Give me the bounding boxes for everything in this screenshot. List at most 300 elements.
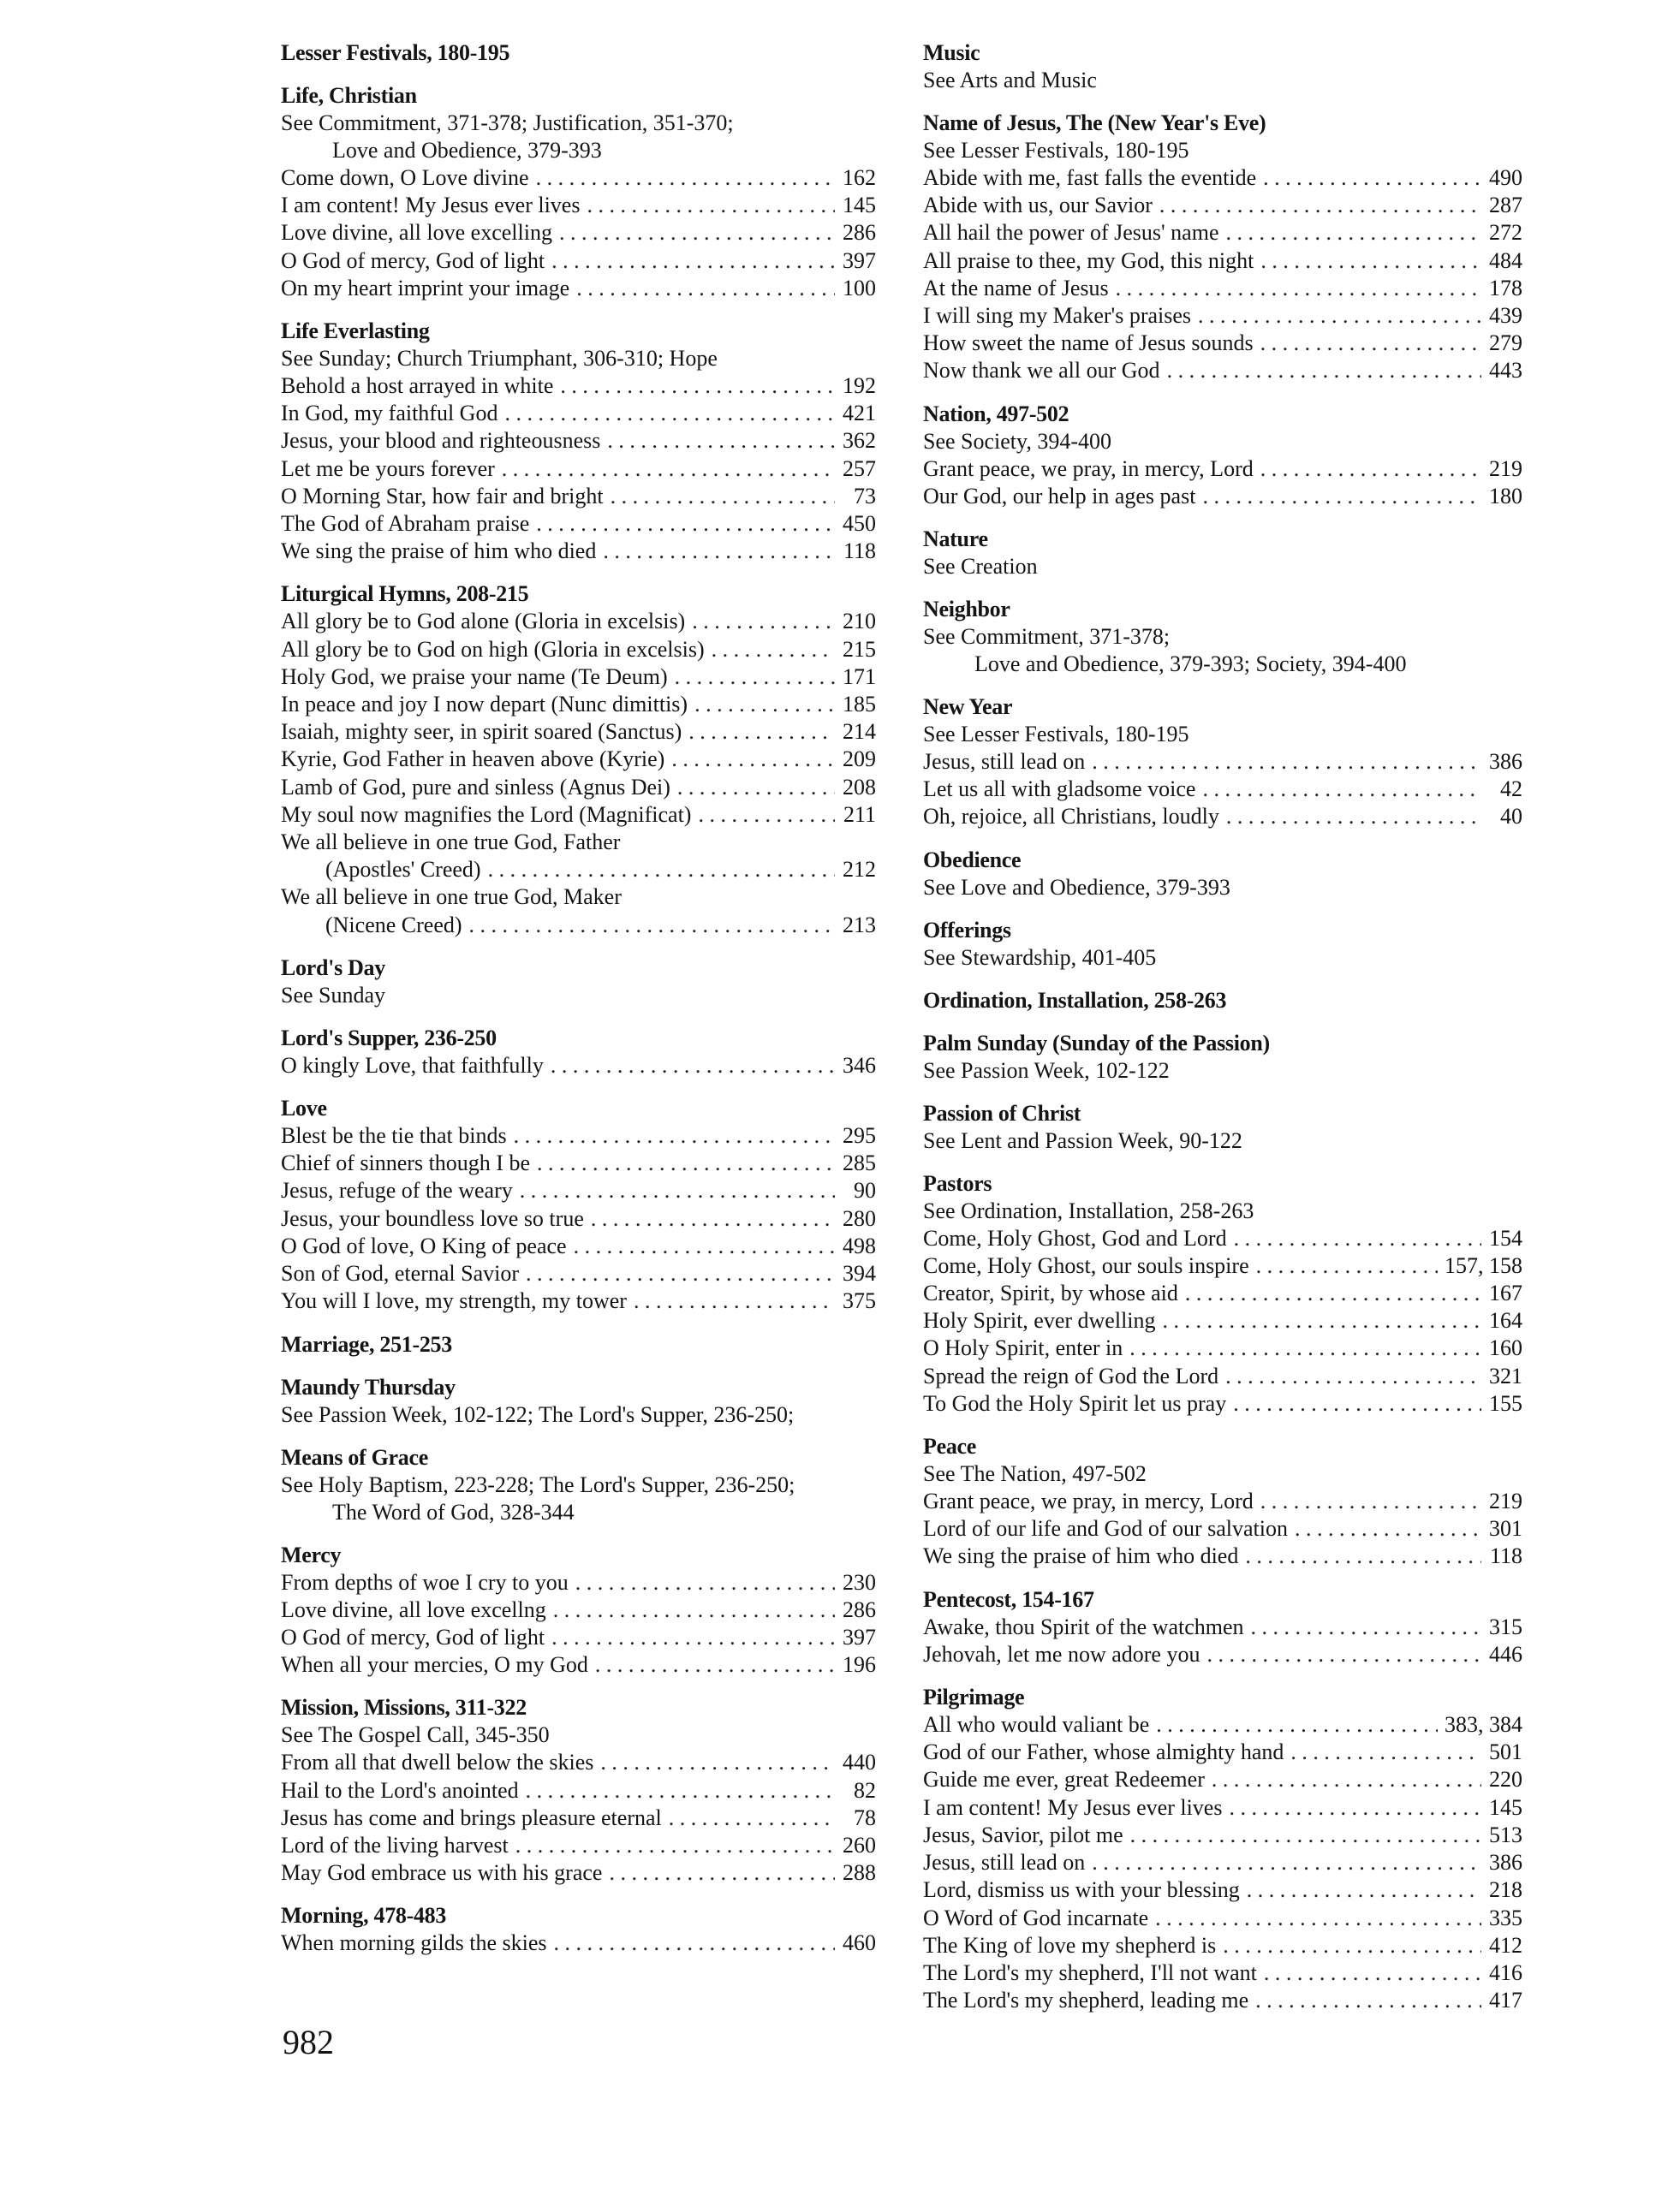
dot-leader: [536, 164, 835, 192]
dot-leader: [1264, 1959, 1481, 1987]
hymn-number: 185: [843, 692, 876, 717]
hymn-number: 210: [843, 609, 876, 634]
section-heading: Love: [281, 1096, 327, 1121]
hymn-entry: [923, 219, 1522, 247]
hymn-number: 260: [843, 1832, 876, 1858]
hymn-number: 171: [843, 663, 876, 689]
hymn-title: In peace and joy I now depart (Nunc dimittis): [281, 692, 688, 717]
dot-leader: [1202, 776, 1481, 803]
hymn-entry: [923, 1739, 1522, 1766]
hymn-title: The Lord's my shepherd, I'll not want: [923, 1959, 1257, 1985]
hymn-number: 215: [843, 636, 876, 662]
hymn-entry: [281, 746, 876, 773]
hymn-number: 386: [1489, 749, 1522, 775]
dot-leader: [1226, 803, 1481, 830]
hymn-entry: [923, 748, 1522, 776]
hymn-title: We all believe in one true God, Father: [281, 830, 621, 855]
dot-leader: [551, 1052, 835, 1079]
hymn-title: Holy God, we praise your name (Te Deum): [281, 663, 668, 689]
dot-leader: [677, 774, 835, 801]
hymn-number: 155: [1489, 1390, 1522, 1416]
hymn-entry: [923, 330, 1522, 357]
dot-leader: [671, 746, 835, 773]
hymn-entry: [923, 1959, 1522, 1987]
hymn-entry: [281, 538, 876, 565]
hymn-title: Son of God, eternal Savior: [281, 1261, 520, 1287]
index-section: [923, 847, 1522, 901]
hymn-number: 40: [1500, 804, 1522, 830]
hymn-title: O Holy Spirit, enter in: [923, 1335, 1123, 1361]
hymn-title: Jesus, still lead on: [923, 1850, 1086, 1876]
index-section: [281, 1444, 876, 1526]
dot-leader: [688, 718, 835, 746]
hymn-number: 450: [843, 511, 876, 537]
see-reference: Love and Obedience, 379-393: [332, 138, 602, 163]
index-section: [281, 1331, 876, 1359]
hymn-entry: [923, 1614, 1522, 1641]
hymn-number: 346: [843, 1052, 876, 1078]
hymn-title: At the name of Jesus: [923, 275, 1109, 300]
dot-leader: [1092, 1849, 1481, 1876]
hymn-entry: [281, 1624, 876, 1651]
hymn-title: When morning gilds the skies: [281, 1930, 547, 1956]
dot-leader: [504, 400, 835, 427]
hymn-title: I am content! My Jesus ever lives: [923, 1794, 1223, 1820]
hymn-number: 286: [843, 1597, 876, 1622]
dot-leader: [1229, 1794, 1481, 1822]
dot-leader: [1234, 1225, 1481, 1252]
see-reference: See Lent and Passion Week, 90-122: [923, 1127, 1242, 1153]
hymn-number: 315: [1489, 1614, 1522, 1639]
section-heading: Morning, 478-483: [281, 1903, 447, 1929]
hymn-entry: [281, 1150, 876, 1177]
see-reference: See The Gospel Call, 345-350: [281, 1722, 550, 1748]
hymn-number: 484: [1489, 247, 1522, 273]
hymn-title: I am content! My Jesus ever lives: [281, 193, 581, 218]
hymn-entry: [281, 1260, 876, 1287]
dot-leader: [1223, 1932, 1481, 1959]
hymn-entry: [281, 192, 876, 219]
hymn-entry: [281, 856, 876, 883]
hymn-title: Grant peace, we pray, in mercy, Lord: [923, 1489, 1254, 1514]
hymn-entry: [281, 219, 876, 247]
hymn-entry: [923, 1876, 1522, 1904]
dot-leader: [1156, 1711, 1438, 1739]
hymn-number: 211: [843, 801, 876, 827]
hymn-number: 218: [1489, 1877, 1522, 1903]
hymn-entry: [281, 247, 876, 275]
hymn-title: All glory be to God on high (Gloria in excelsis): [281, 636, 705, 662]
see-reference: See Creation: [923, 554, 1038, 580]
hymn-number: 285: [843, 1151, 876, 1176]
dot-leader: [1260, 247, 1481, 275]
hymn-number: 501: [1489, 1739, 1522, 1765]
hymn-entry: [923, 1335, 1522, 1362]
hymn-entry: [923, 1794, 1522, 1822]
dot-leader: [603, 538, 835, 565]
dot-leader: [669, 1805, 835, 1832]
see-reference: See Holy Baptism, 223-228; The Lord's Supper, 236-250;: [281, 1472, 795, 1497]
hymn-entry: [923, 1543, 1522, 1570]
hymn-entry: [923, 1932, 1522, 1959]
section-heading: Name of Jesus, The (New Year's Eve): [923, 110, 1266, 135]
hymn-entry: [281, 774, 876, 801]
hymn-title: On my heart imprint your image: [281, 275, 570, 300]
hymn-number: 78: [854, 1805, 876, 1830]
hymn-title: Jesus, refuge of the weary: [281, 1178, 513, 1204]
hymn-number: 280: [843, 1205, 876, 1231]
hymn-entry: [923, 1280, 1522, 1307]
index-section: [923, 693, 1522, 831]
hymn-number: 394: [843, 1261, 876, 1287]
hymn-number: 460: [843, 1930, 876, 1956]
hymn-entry: [923, 1307, 1522, 1335]
dot-leader: [1163, 1307, 1481, 1335]
hymn-entry: [923, 1905, 1522, 1932]
index-section: [281, 318, 876, 565]
dot-leader: [502, 455, 835, 483]
hymn-number: 287: [1489, 193, 1522, 218]
dot-leader: [1185, 1280, 1481, 1307]
dot-leader: [1290, 1739, 1481, 1766]
dot-leader: [1206, 1641, 1481, 1668]
hymn-number: 230: [843, 1569, 876, 1595]
see-reference: See Sunday: [281, 982, 386, 1008]
hymn-entry: [923, 1822, 1522, 1849]
hymn-number: 160: [1489, 1335, 1522, 1361]
hymn-entry: [281, 663, 876, 691]
hymn-title: Come, Holy Ghost, God and Lord: [923, 1225, 1227, 1251]
hymn-number: 180: [1489, 483, 1522, 508]
hymn-number: 279: [1489, 330, 1522, 356]
dot-leader: [1251, 1614, 1481, 1641]
see-reference: See Commitment, 371-378; Justification, 351-370;: [281, 110, 734, 135]
hymn-entry: [923, 1488, 1522, 1515]
hymn-title: I will sing my Maker's praises: [923, 303, 1192, 329]
hymn-title: Lord, dismiss us with your blessing: [923, 1877, 1240, 1903]
dot-leader: [675, 663, 835, 691]
section-heading: Passion of Christ: [923, 1100, 1081, 1126]
index-section: [923, 39, 1522, 94]
index-section: [923, 1030, 1522, 1085]
hymn-title: Come, Holy Ghost, our souls inspire: [923, 1252, 1249, 1278]
index-section: [281, 1902, 876, 1957]
hymn-entry: [281, 1233, 876, 1260]
hymn-entry: [923, 1849, 1522, 1876]
hymn-title: Lord of our life and God of our salvation: [923, 1516, 1289, 1542]
hymn-entry: [281, 1777, 876, 1805]
hymn-number: 220: [1489, 1767, 1522, 1793]
dot-leader: [1247, 1876, 1481, 1904]
dot-leader: [1260, 330, 1481, 357]
dot-leader: [1263, 164, 1481, 192]
index-section: [923, 1100, 1522, 1155]
dot-leader: [1159, 192, 1481, 219]
dot-leader: [576, 275, 835, 302]
index-column-left: [281, 39, 876, 1958]
dot-leader: [554, 1930, 835, 1957]
hymn-entry: [923, 192, 1522, 219]
hymn-number: 443: [1489, 358, 1522, 384]
hymn-entry: [923, 357, 1522, 384]
dot-leader: [488, 856, 835, 883]
hymn-number: 167: [1489, 1281, 1522, 1306]
hymn-entry: [281, 164, 876, 192]
hymn-title: To God the Holy Spirit let us pray: [923, 1390, 1227, 1416]
hymn-number: 272: [1489, 220, 1522, 246]
hymn-number: 295: [843, 1123, 876, 1149]
hymn-number: 446: [1489, 1641, 1522, 1667]
index-section: [923, 110, 1522, 385]
dot-leader: [1260, 455, 1481, 483]
hymn-title: How sweet the name of Jesus sounds: [923, 330, 1254, 356]
hymn-title: O God of mercy, God of light: [281, 247, 545, 273]
hymn-number: 375: [843, 1288, 876, 1314]
hymn-entry: [281, 1832, 876, 1859]
hymn-title: Chief of sinners though I be: [281, 1151, 531, 1176]
hymn-title: Guide me ever, great Redeemer: [923, 1767, 1205, 1793]
hymn-number: 100: [843, 275, 876, 300]
see-reference: Love and Obedience, 379-393; Society, 394-400: [974, 651, 1407, 677]
dot-leader: [553, 1597, 835, 1624]
see-reference: See Passion Week, 102-122; The Lord's Supper, 236-250;: [281, 1401, 795, 1427]
dot-leader: [611, 483, 835, 510]
hymn-entry: [923, 1390, 1522, 1418]
section-heading: Neighbor: [923, 597, 1010, 622]
hymn-title: Our God, our help in ages past: [923, 483, 1196, 508]
section-heading: Mission, Missions, 311-322: [281, 1695, 527, 1721]
dot-leader: [1116, 275, 1481, 302]
section-heading: Pilgrimage: [923, 1685, 1025, 1710]
hymn-entry: [923, 1252, 1522, 1280]
hymn-title: The King of love my shepherd is: [923, 1932, 1217, 1958]
hymn-entry: [281, 1749, 876, 1776]
hymn-entry: [923, 1987, 1522, 2014]
hymn-number: 439: [1489, 303, 1522, 329]
hymn-entry: [923, 1515, 1522, 1543]
hymn-entry: [923, 803, 1522, 830]
hymn-entry: [923, 164, 1522, 192]
hymn-title: Grant peace, we pray, in mercy, Lord: [923, 455, 1254, 481]
section-heading: Ordination, Installation, 258-263: [923, 987, 1227, 1013]
index-section: [281, 954, 876, 1009]
hymn-title: We sing the praise of him who died: [281, 538, 597, 564]
hymn-title: Lamb of God, pure and sinless (Agnus Dei): [281, 774, 670, 800]
hymn-title: Awake, thou Spirit of the watchmen: [923, 1614, 1244, 1639]
hymn-number: 164: [1489, 1308, 1522, 1334]
hymn-title: O Word of God incarnate: [923, 1905, 1149, 1930]
index-section: [281, 1694, 876, 1887]
hymn-number: 397: [843, 247, 876, 273]
dot-leader: [560, 372, 835, 400]
dot-leader: [537, 1150, 835, 1177]
hymn-title: Jesus, your blood and righteousness: [281, 428, 601, 454]
hymn-entry: [281, 510, 876, 538]
dot-leader: [712, 636, 835, 663]
hymn-entry: [281, 801, 876, 829]
hymn-number: 157, 158: [1445, 1252, 1522, 1278]
hymn-title: From depths of woe I cry to you: [281, 1569, 569, 1595]
index-section: [923, 1170, 1522, 1418]
hymn-title: Behold a host arrayed in white: [281, 373, 554, 399]
dot-leader: [1245, 1543, 1481, 1570]
hymn-entry: [281, 636, 876, 663]
hymn-entry: [923, 302, 1522, 330]
hymn-title: May God embrace us with his grace: [281, 1860, 603, 1886]
hymn-entry: [281, 608, 876, 635]
hymn-entry: [281, 372, 876, 400]
index-section: [923, 526, 1522, 580]
hymn-number: 145: [843, 193, 876, 218]
hymn-title: Spread the reign of God the Lord: [923, 1363, 1219, 1388]
hymn-entry: [281, 1805, 876, 1832]
see-reference: See Passion Week, 102-122: [923, 1057, 1170, 1083]
dot-leader: [526, 1260, 835, 1287]
hymn-number: 440: [843, 1750, 876, 1775]
index-section: [923, 1586, 1522, 1668]
dot-leader: [559, 219, 835, 247]
hymn-title: Hail to the Lord's anointed: [281, 1777, 519, 1803]
index-section: [281, 580, 876, 938]
hymn-entry: [281, 1122, 876, 1150]
section-heading: Liturgical Hymns, 208-215: [281, 581, 529, 607]
dot-leader: [1260, 1488, 1481, 1515]
hymn-title-continuation: (Apostles' Creed): [325, 857, 481, 883]
dot-leader: [526, 1777, 835, 1805]
hymn-entry: [923, 483, 1522, 510]
hymn-title: The God of Abraham praise: [281, 511, 530, 537]
hymn-title: All glory be to God alone (Gloria in excelsis): [281, 609, 686, 634]
hymn-title: All who would valiant be: [923, 1712, 1150, 1738]
hymn-entry: [923, 1641, 1522, 1668]
dot-leader: [1167, 357, 1481, 384]
hymn-entry: [281, 1859, 876, 1887]
hymn-title: All hail the power of Jesus' name: [923, 220, 1219, 246]
hymn-title: Oh, rejoice, all Christians, loudly: [923, 804, 1219, 830]
index-section: [281, 82, 876, 302]
dot-leader: [591, 1205, 835, 1233]
hymn-entry: [281, 1052, 876, 1079]
dot-leader: [1256, 1252, 1438, 1280]
section-heading: Offerings: [923, 917, 1011, 942]
hymn-title: Creator, Spirit, by whose aid: [923, 1281, 1178, 1306]
section-heading: Pentecost, 154-167: [923, 1586, 1094, 1612]
hymn-title: O Morning Star, how fair and bright: [281, 483, 604, 508]
see-reference: See The Nation, 497-502: [923, 1461, 1147, 1487]
hymn-number: 145: [1489, 1794, 1522, 1820]
hymn-number: 192: [843, 373, 876, 399]
hymn-entry: [281, 427, 876, 455]
hymn-title: Holy Spirit, ever dwelling: [923, 1308, 1156, 1334]
hymn-entry: [281, 1651, 876, 1679]
hymn-number: 498: [843, 1233, 876, 1258]
hymn-title: Isaiah, mighty seer, in spirit soared (Sanctus): [281, 719, 682, 745]
hymn-number: 257: [843, 455, 876, 481]
dot-leader: [607, 427, 835, 455]
section-heading: Lesser Festivals, 180-195: [281, 40, 510, 65]
hymn-number: 383, 384: [1445, 1712, 1522, 1738]
hymn-title: From all that dwell below the skies: [281, 1750, 594, 1775]
hymn-entry: [281, 483, 876, 510]
hymn-title-continuation: (Nicene Creed): [325, 912, 462, 937]
section-heading: Lord's Supper, 236-250: [281, 1025, 497, 1050]
hymn-title: Love divine, all love excelling: [281, 220, 552, 246]
see-reference: See Commitment, 371-378;: [923, 624, 1171, 650]
hymn-number: 513: [1489, 1822, 1522, 1847]
index-section: [923, 1433, 1522, 1571]
index-section: [923, 596, 1522, 678]
hymn-entry: [281, 1177, 876, 1204]
section-heading: Life Everlasting: [281, 318, 430, 344]
hymn-entry: [923, 1766, 1522, 1793]
section-heading: New Year: [923, 694, 1013, 720]
index-section: [923, 401, 1522, 510]
section-heading: Means of Grace: [281, 1444, 428, 1470]
hymn-title: Jehovah, let me now adore you: [923, 1641, 1200, 1667]
see-reference: See Society, 394-400: [923, 428, 1111, 454]
hymn-entry: [281, 1569, 876, 1597]
hymn-number: 118: [1489, 1543, 1522, 1569]
hymn-entry: [923, 275, 1522, 302]
hymn-entry: [281, 275, 876, 302]
section-heading: Marriage, 251-253: [281, 1331, 452, 1357]
hymn-number: 321: [1489, 1363, 1522, 1388]
hymn-number: 386: [1489, 1850, 1522, 1876]
hymn-title: Let us all with gladsome voice: [923, 776, 1196, 802]
hymn-number: 421: [843, 401, 876, 426]
see-reference: See Stewardship, 401-405: [923, 944, 1157, 970]
hymn-number: 288: [843, 1860, 876, 1886]
hymn-number: 42: [1500, 776, 1522, 802]
dot-leader: [1233, 1390, 1481, 1418]
index-section: [281, 1542, 876, 1680]
dot-leader: [694, 691, 835, 718]
hymn-title: Love divine, all love excellng: [281, 1597, 546, 1622]
hymn-number: 417: [1489, 1988, 1522, 2013]
hymn-number: 209: [843, 746, 876, 772]
see-reference: See Sunday; Church Triumphant, 306-310; Hope: [281, 346, 718, 372]
hymn-number: 219: [1489, 455, 1522, 481]
hymn-title: Blest be the tie that binds: [281, 1123, 507, 1149]
hymn-title: Lord of the living harvest: [281, 1832, 509, 1858]
hymn-title: O God of love, O King of peace: [281, 1233, 567, 1258]
dot-leader: [595, 1651, 835, 1679]
page-number: 982: [283, 2023, 334, 2061]
index-section: [281, 39, 876, 67]
hymn-number: 162: [843, 165, 876, 190]
dot-leader: [609, 1859, 835, 1887]
section-heading: Nation, 497-502: [923, 401, 1069, 426]
hymn-entry: [281, 1930, 876, 1957]
hymn-number: 208: [843, 774, 876, 800]
section-heading: Music: [923, 40, 980, 65]
dot-leader: [692, 608, 835, 635]
section-heading: Mercy: [281, 1542, 342, 1567]
hymn-number: 118: [843, 538, 876, 564]
hymn-number: 178: [1489, 275, 1522, 300]
hymn-title: Abide with me, fast falls the eventide: [923, 165, 1257, 190]
hymn-entry: [281, 455, 876, 483]
index-section: [923, 917, 1522, 972]
hymn-entry: [923, 1225, 1522, 1252]
hymn-title: Jesus, Savior, pilot me: [923, 1822, 1123, 1847]
section-heading: Lord's Day: [281, 954, 385, 980]
dot-leader: [1255, 1987, 1481, 2014]
dot-leader: [574, 1233, 835, 1260]
see-reference: See Arts and Music: [923, 68, 1097, 92]
dot-leader: [469, 912, 835, 939]
hymn-entry: [923, 1363, 1522, 1390]
